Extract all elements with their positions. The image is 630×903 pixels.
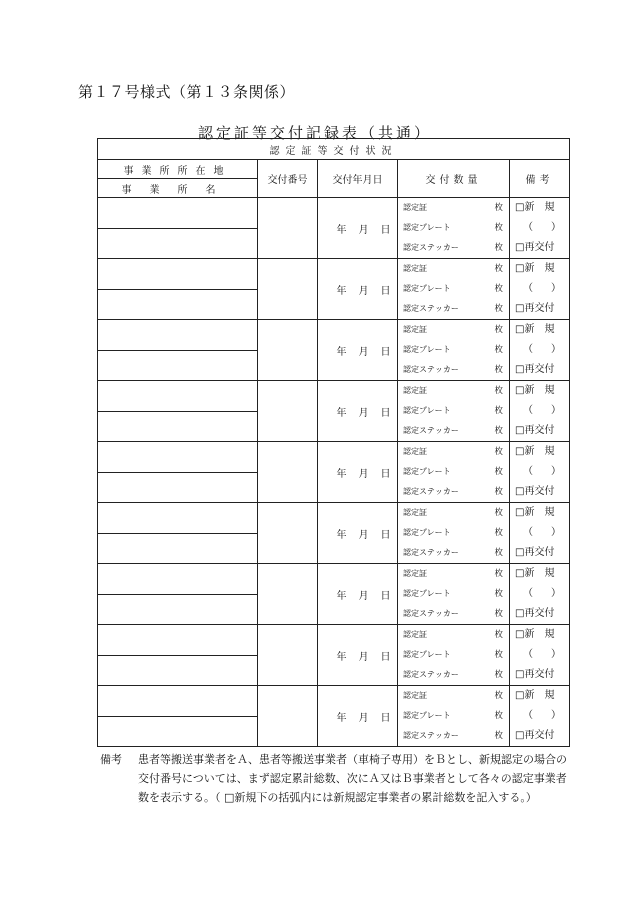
issue-quantity-cell [398,198,510,259]
notes-cell [510,320,570,381]
header-notes: 備考 [510,160,570,198]
quantity-item-label: 認定ステッカー [403,670,459,679]
quantity-line[interactable] [398,381,509,401]
issue-date-cell[interactable] [318,625,398,686]
issue-date-cell[interactable] [318,564,398,625]
new-checkbox[interactable]: □新 規 [515,446,555,457]
quantity-line[interactable] [398,584,509,604]
issue-number-cell[interactable] [258,564,318,625]
quantity-unit: 枚 [494,630,503,640]
quantity-item-label: 認定ステッカー [403,304,459,313]
quantity-item-label: 認定証 [403,691,427,700]
notes-cell [510,381,570,442]
quantity-unit: 枚 [494,325,503,335]
quantity-unit: 枚 [494,264,503,274]
office-name-cell[interactable] [98,289,258,320]
new-checkbox[interactable]: □新 規 [515,507,555,518]
paren-open: （ [523,283,533,294]
issue-number-cell[interactable] [258,503,318,564]
reissue-checkbox[interactable]: □再交付 [515,303,555,314]
record-row [98,198,570,229]
month-unit: 月 [358,224,369,236]
paren-open: （ [523,222,533,233]
office-name-cell[interactable] [98,228,258,259]
record-row [98,381,570,412]
office-address-cell[interactable] [98,320,258,351]
issue-number-cell[interactable] [258,198,318,259]
day-unit: 日 [380,346,391,358]
quantity-unit: 枚 [494,528,503,538]
day-unit: 日 [380,712,391,724]
month-unit: 月 [358,651,369,663]
quantity-item-label: 認定証 [403,325,427,334]
paren-open: （ [523,710,533,721]
header-issue-date: 交付年月日 [318,160,398,198]
quantity-line[interactable] [398,543,509,563]
reissue-checkbox[interactable]: □再交付 [515,669,555,680]
table-caption: 認定証等交付状況 [98,139,570,160]
issue-number-cell[interactable] [258,381,318,442]
notes-cell [510,625,570,686]
quantity-item-label: 認定ステッカー [403,365,459,374]
paren-close: ） [551,466,562,477]
quantity-unit: 枚 [494,650,503,660]
quantity-unit: 枚 [494,243,503,253]
office-name-cell[interactable] [98,411,258,442]
new-checkbox[interactable]: □新 規 [515,385,555,396]
quantity-line[interactable] [398,665,509,685]
notes-cell [510,686,570,747]
quantity-line[interactable] [398,442,509,462]
paren-close: ） [551,405,562,416]
quantity-unit: 枚 [494,304,503,314]
issue-quantity-cell [398,259,510,320]
issue-quantity-cell [398,442,510,503]
new-checkbox[interactable]: □新 規 [515,263,555,274]
new-count-paren[interactable] [510,279,569,299]
record-row [98,442,570,473]
quantity-line[interactable] [398,401,509,421]
quantity-unit: 枚 [494,487,503,497]
paren-close: ） [551,710,562,721]
quantity-unit: 枚 [494,426,503,436]
quantity-unit: 枚 [494,284,503,294]
month-unit: 月 [358,712,369,724]
quantity-unit: 枚 [494,203,503,213]
day-unit: 日 [380,407,391,419]
issue-date-cell[interactable] [318,198,398,259]
record-row [98,503,570,534]
quantity-line[interactable] [398,462,509,482]
quantity-item-label: 認定証 [403,630,427,639]
office-address-cell[interactable] [98,625,258,656]
quantity-line[interactable] [398,625,509,645]
day-unit: 日 [380,651,391,663]
office-name-cell[interactable] [98,350,258,381]
record-row [98,625,570,656]
issue-number-cell[interactable] [258,442,318,503]
paren-open: （ [523,466,533,477]
reissue-checkbox[interactable]: □再交付 [515,486,555,497]
header-issue-number: 交付番号 [258,160,318,198]
quantity-line[interactable] [398,604,509,624]
quantity-item-label: 認定証 [403,508,427,517]
year-unit: 年 [336,590,347,602]
record-row [98,259,570,290]
quantity-line[interactable] [398,299,509,319]
year-unit: 年 [336,224,347,236]
quantity-item-label: 認定プレート [403,345,451,354]
quantity-unit: 枚 [494,548,503,558]
quantity-item-label: 認定証 [403,569,427,578]
month-unit: 月 [358,590,369,602]
remarks-text: 患者等搬送事業者をＡ、患者等搬送事業者（車椅子専用）をＢとし、新規認定の場合の交付番号については、まず認定累計総数、次にＡ又はＢ事業者として各々の認定事業者数を表示する。（ □新規下の括弧内には新規認定事業者の累計総数を記入する。） [138,753,567,804]
month-unit: 月 [358,285,369,297]
issue-date-cell[interactable] [318,686,398,747]
quantity-line[interactable] [398,238,509,258]
quantity-unit: 枚 [494,386,503,396]
office-name-cell[interactable] [98,655,258,686]
day-unit: 日 [380,468,391,480]
office-address-cell[interactable] [98,198,258,229]
office-name-cell[interactable] [98,716,258,747]
paren-open: （ [523,405,533,416]
office-name-cell[interactable] [98,594,258,625]
remarks-label: 備考 [100,753,122,766]
remarks [100,750,572,807]
quantity-unit: 枚 [494,711,503,721]
paren-close: ） [551,649,562,660]
reissue-checkbox[interactable]: □再交付 [515,547,555,558]
new-count-paren[interactable] [510,645,569,665]
quantity-unit: 枚 [494,406,503,416]
quantity-line[interactable] [398,523,509,543]
notes-cell [510,198,570,259]
paren-open: （ [523,588,533,599]
notes-cell [510,564,570,625]
quantity-line[interactable] [398,218,509,238]
paren-close: ） [551,222,562,233]
quantity-item-label: 認定プレート [403,528,451,537]
issue-date-cell[interactable] [318,381,398,442]
header-issue-quantity: 交付数量 [398,160,510,198]
new-checkbox[interactable]: □新 規 [515,202,555,213]
year-unit: 年 [336,407,347,419]
day-unit: 日 [380,590,391,602]
issue-date-cell[interactable] [318,259,398,320]
new-count-paren[interactable] [510,523,569,543]
month-unit: 月 [358,468,369,480]
quantity-item-label: 認定プレート [403,223,451,232]
reissue-checkbox[interactable]: □再交付 [515,364,555,375]
quantity-item-label: 認定ステッカー [403,548,459,557]
quantity-unit: 枚 [494,223,503,233]
new-count-paren[interactable] [510,340,569,360]
quantity-unit: 枚 [494,589,503,599]
quantity-item-label: 認定証 [403,447,427,456]
office-address-cell[interactable] [98,259,258,290]
new-count-paren[interactable] [510,462,569,482]
issue-quantity-cell [398,625,510,686]
issue-quantity-cell [398,503,510,564]
reissue-checkbox[interactable]: □再交付 [515,242,555,253]
header-office-name: 事業所名 [98,179,258,198]
quantity-line[interactable] [398,686,509,706]
paren-close: ） [551,527,562,538]
quantity-line[interactable] [398,482,509,502]
quantity-unit: 枚 [494,345,503,355]
form-number: 第１７号様式（第１３条関係） [78,83,296,101]
year-unit: 年 [336,346,347,358]
quantity-item-label: 認定プレート [403,284,451,293]
year-unit: 年 [336,468,347,480]
quantity-item-label: 認定ステッカー [403,487,459,496]
quantity-line[interactable] [398,320,509,340]
header-office-address: 事業所所在地 [98,160,258,179]
issue-number-cell[interactable] [258,259,318,320]
quantity-unit: 枚 [494,670,503,680]
record-row [98,320,570,351]
quantity-item-label: 認定ステッカー [403,609,459,618]
document-title: 認定証等交付記録表（共通） [197,124,432,142]
new-count-paren[interactable] [510,401,569,421]
paren-close: ） [551,344,562,355]
quantity-line[interactable] [398,726,509,746]
paren-open: （ [523,344,533,355]
record-row [98,686,570,717]
issue-quantity-cell [398,686,510,747]
quantity-item-label: 認定プレート [403,711,451,720]
quantity-unit: 枚 [494,447,503,457]
quantity-unit: 枚 [494,569,503,579]
year-unit: 年 [336,285,347,297]
month-unit: 月 [358,346,369,358]
quantity-unit: 枚 [494,365,503,375]
issue-quantity-cell [398,564,510,625]
quantity-line[interactable] [398,198,509,218]
reissue-checkbox[interactable]: □再交付 [515,425,555,436]
office-address-cell[interactable] [98,442,258,473]
paren-close: ） [551,283,562,294]
issue-date-cell[interactable] [318,503,398,564]
quantity-unit: 枚 [494,609,503,619]
office-address-cell[interactable] [98,686,258,717]
quantity-line[interactable] [398,421,509,441]
issuance-record-table [97,138,570,747]
office-name-cell[interactable] [98,533,258,564]
new-count-paren[interactable] [510,584,569,604]
quantity-line[interactable] [398,503,509,523]
quantity-line[interactable] [398,706,509,726]
office-address-cell[interactable] [98,381,258,412]
issue-number-cell[interactable] [258,320,318,381]
office-address-cell[interactable] [98,503,258,534]
reissue-checkbox[interactable]: □再交付 [515,730,555,741]
quantity-item-label: 認定プレート [403,650,451,659]
quantity-line[interactable] [398,340,509,360]
day-unit: 日 [380,224,391,236]
paren-open: （ [523,649,533,660]
new-checkbox[interactable]: □新 規 [515,690,555,701]
paren-close: ） [551,588,562,599]
quantity-item-label: 認定プレート [403,467,451,476]
month-unit: 月 [358,407,369,419]
year-unit: 年 [336,651,347,663]
new-count-paren[interactable] [510,218,569,238]
paren-open: （ [523,527,533,538]
issue-number-cell[interactable] [258,686,318,747]
quantity-item-label: 認定プレート [403,589,451,598]
quantity-item-label: 認定証 [403,386,427,395]
quantity-unit: 枚 [494,691,503,701]
quantity-item-label: 認定ステッカー [403,731,459,740]
new-count-paren[interactable] [510,706,569,726]
new-checkbox[interactable]: □新 規 [515,568,555,579]
quantity-line[interactable] [398,564,509,584]
quantity-line[interactable] [398,279,509,299]
notes-cell [510,503,570,564]
issue-quantity-cell [398,320,510,381]
quantity-item-label: 認定ステッカー [403,243,459,252]
notes-cell [510,259,570,320]
new-checkbox[interactable]: □新 規 [515,324,555,335]
new-checkbox[interactable]: □新 規 [515,629,555,640]
quantity-item-label: 認定証 [403,203,427,212]
notes-cell [510,442,570,503]
quantity-unit: 枚 [494,467,503,477]
issue-date-cell[interactable] [318,320,398,381]
issue-number-cell[interactable] [258,625,318,686]
year-unit: 年 [336,712,347,724]
month-unit: 月 [358,529,369,541]
quantity-line[interactable] [398,645,509,665]
quantity-item-label: 認定ステッカー [403,426,459,435]
day-unit: 日 [380,529,391,541]
quantity-unit: 枚 [494,508,503,518]
quantity-item-label: 認定証 [403,264,427,273]
office-address-cell[interactable] [98,564,258,595]
day-unit: 日 [380,285,391,297]
quantity-item-label: 認定プレート [403,406,451,415]
issue-date-cell[interactable] [318,442,398,503]
office-name-cell[interactable] [98,472,258,503]
quantity-line[interactable] [398,259,509,279]
quantity-line[interactable] [398,360,509,380]
issue-quantity-cell [398,381,510,442]
record-row [98,564,570,595]
year-unit: 年 [336,529,347,541]
reissue-checkbox[interactable]: □再交付 [515,608,555,619]
quantity-unit: 枚 [494,731,503,741]
